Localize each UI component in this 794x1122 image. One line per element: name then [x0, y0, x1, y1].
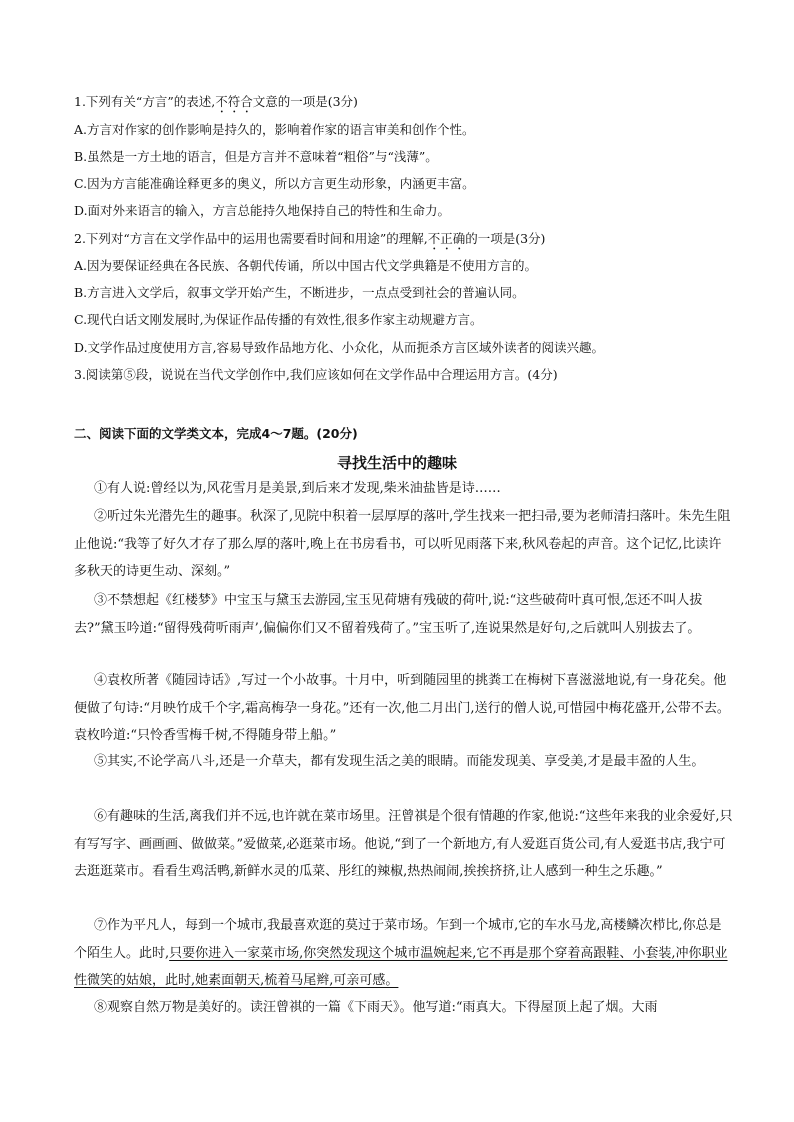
- section-2-heading: 二、阅读下面的文学类文本，完成4～7题。(20分): [74, 426, 358, 441]
- paragraph-1: ①有人说:曾经以为,风花雪月是美景,到后来才发现,柴米油盐皆是诗……: [94, 481, 501, 496]
- emphasis-not-consistent: 不符合: [215, 94, 253, 109]
- question-1-stem: 1.下列有关“方言”的表述,不符合文意的一项是(3分): [74, 94, 358, 109]
- paragraph-6: ⑥有趣味的生活,离我们并不远,也许就在菜市场里。汪曾祺是个很有情趣的作家,他说:“这些年来我的业余爱好,只有写写字、画画画、做做菜。”爱做菜,必逛菜市场。他说,“到了一个新地方,有人爱逛百货公司,有人爱逛书店,我宁可去逛逛菜市。看看生鸡活鸭,新鲜水灵的瓜菜、彤红的辣椒,热热闹闹,挨挨挤挤,让人感到一种生之乐趣。”: [74, 809, 733, 879]
- question-1-option-a[interactable]: A.方言对作家的创作影响是持久的，影响着作家的语言审美和创作个性。: [74, 122, 475, 137]
- question-2-option-b[interactable]: B.方言进入文学后，叙事文学开始产生，不断进步，一点点受到社会的普遍认同。: [74, 285, 525, 300]
- paragraph-2: ②听过朱光潜先生的趣事。秋深了,见院中积着一层厚厚的落叶,学生找来一把扫帚,要为老师清扫落叶。朱先生阻止他说:“我等了好久才存了那么厚的落叶,晚上在书房看书，可以听见雨落下来,秋风卷起的声音。这个记忆,比读许多秋天的诗更生动、深刻。”: [74, 509, 731, 579]
- question-2-option-d[interactable]: D.文学作品过度使用方言,容易导致作品地方化、小众化，从而扼杀方言区域外读者的阅读兴趣。: [74, 340, 605, 355]
- question-2-option-c[interactable]: C.现代白话文刚发展时,为保证作品传播的有效性,很多作家主动规避方言。: [74, 312, 483, 327]
- question-1-option-d[interactable]: D.面对外来语言的输入，方言总能持久地保持自己的特性和生命力。: [74, 203, 451, 218]
- question-2-stem: 2.下列对“方言在文学作品中的运用也需要看时间和用途”的理解,不正确的一项是(3分): [74, 231, 546, 246]
- question-3: 3.阅读第⑤段，说说在当代文学创作中,我们应该如何在文学作品中合理运用方言。(4分): [74, 367, 558, 382]
- underlined-sentence: 只要你进入一家菜市场,你突然发现这个城市温婉起来,它不再是那个穿着高跟鞋、小套装,冲你职业性微笑的姑娘，此时,她素面朝天,梳着马尾辫,可亲可感。: [74, 945, 728, 988]
- paragraph-3: ③不禁想起《红楼梦》中宝玉与黛玉去游园,宝玉见荷塘有残破的荷叶,说:“这些破荷叶真可恨,怎还不叫人拔去?”黛玉吟道:“留得残荷听雨声’,偏偏你们又不留着残荷了。”宝玉听了,连说果然是好句,之后就叫人别拔去了。: [74, 593, 703, 636]
- paragraph-5: ⑤其实,不论学高八斗,还是一介草夫，都有发现生活之美的眼睛。而能发现美、享受美,才是最丰盈的人生。: [94, 754, 705, 769]
- passage-title: 寻找生活中的趣味: [336, 454, 457, 472]
- paragraph-8: ⑧观察自然万物是美好的。读汪曾祺的一篇《下雨天》。他写道:“雨真大。下得屋顶上起了烟。大雨: [94, 1000, 658, 1015]
- emphasis-incorrect: 不正确: [427, 231, 466, 246]
- paragraph-4: ④袁枚所著《随园诗话》,写过一个小故事。十月中，听到随园里的挑粪工在梅树下喜滋滋地说,有一身花矣。他便做了句诗:“月映竹成千个字,霜高梅孕一身花。”还有一次,他二月出门,送行的僧人说,可惜园中梅花盛开,公带不去。袁枚吟道:“只怜香雪梅千树,不得随身带上船。”: [74, 673, 730, 743]
- paragraph-7: ⑦作为平凡人，每到一个城市,我最喜欢逛的莫过于菜市场。乍到一个城市,它的车水马龙,高楼鳞次栉比,你总是个陌生人。此时,只要你进入一家菜市场,你突然发现这个城市温婉起来,它不再是那个穿着高跟鞋、小套装,冲你职业性微笑的姑娘，此时,她素面朝天,梳着马尾辫,可亲可感。: [74, 918, 728, 988]
- question-2-option-a[interactable]: A.因为要保证经典在各民族、各朝代传诵，所以中国古代文学典籍是不使用方言的。: [74, 258, 538, 273]
- question-1-option-b[interactable]: B.虽然是一方土地的语言，但是方言并不意味着“粗俗”与“浅薄”。: [74, 149, 438, 164]
- question-1-option-c[interactable]: C.因为方言能准确诠释更多的奥义，所以方言更生动形象，内涵更丰富。: [74, 176, 475, 191]
